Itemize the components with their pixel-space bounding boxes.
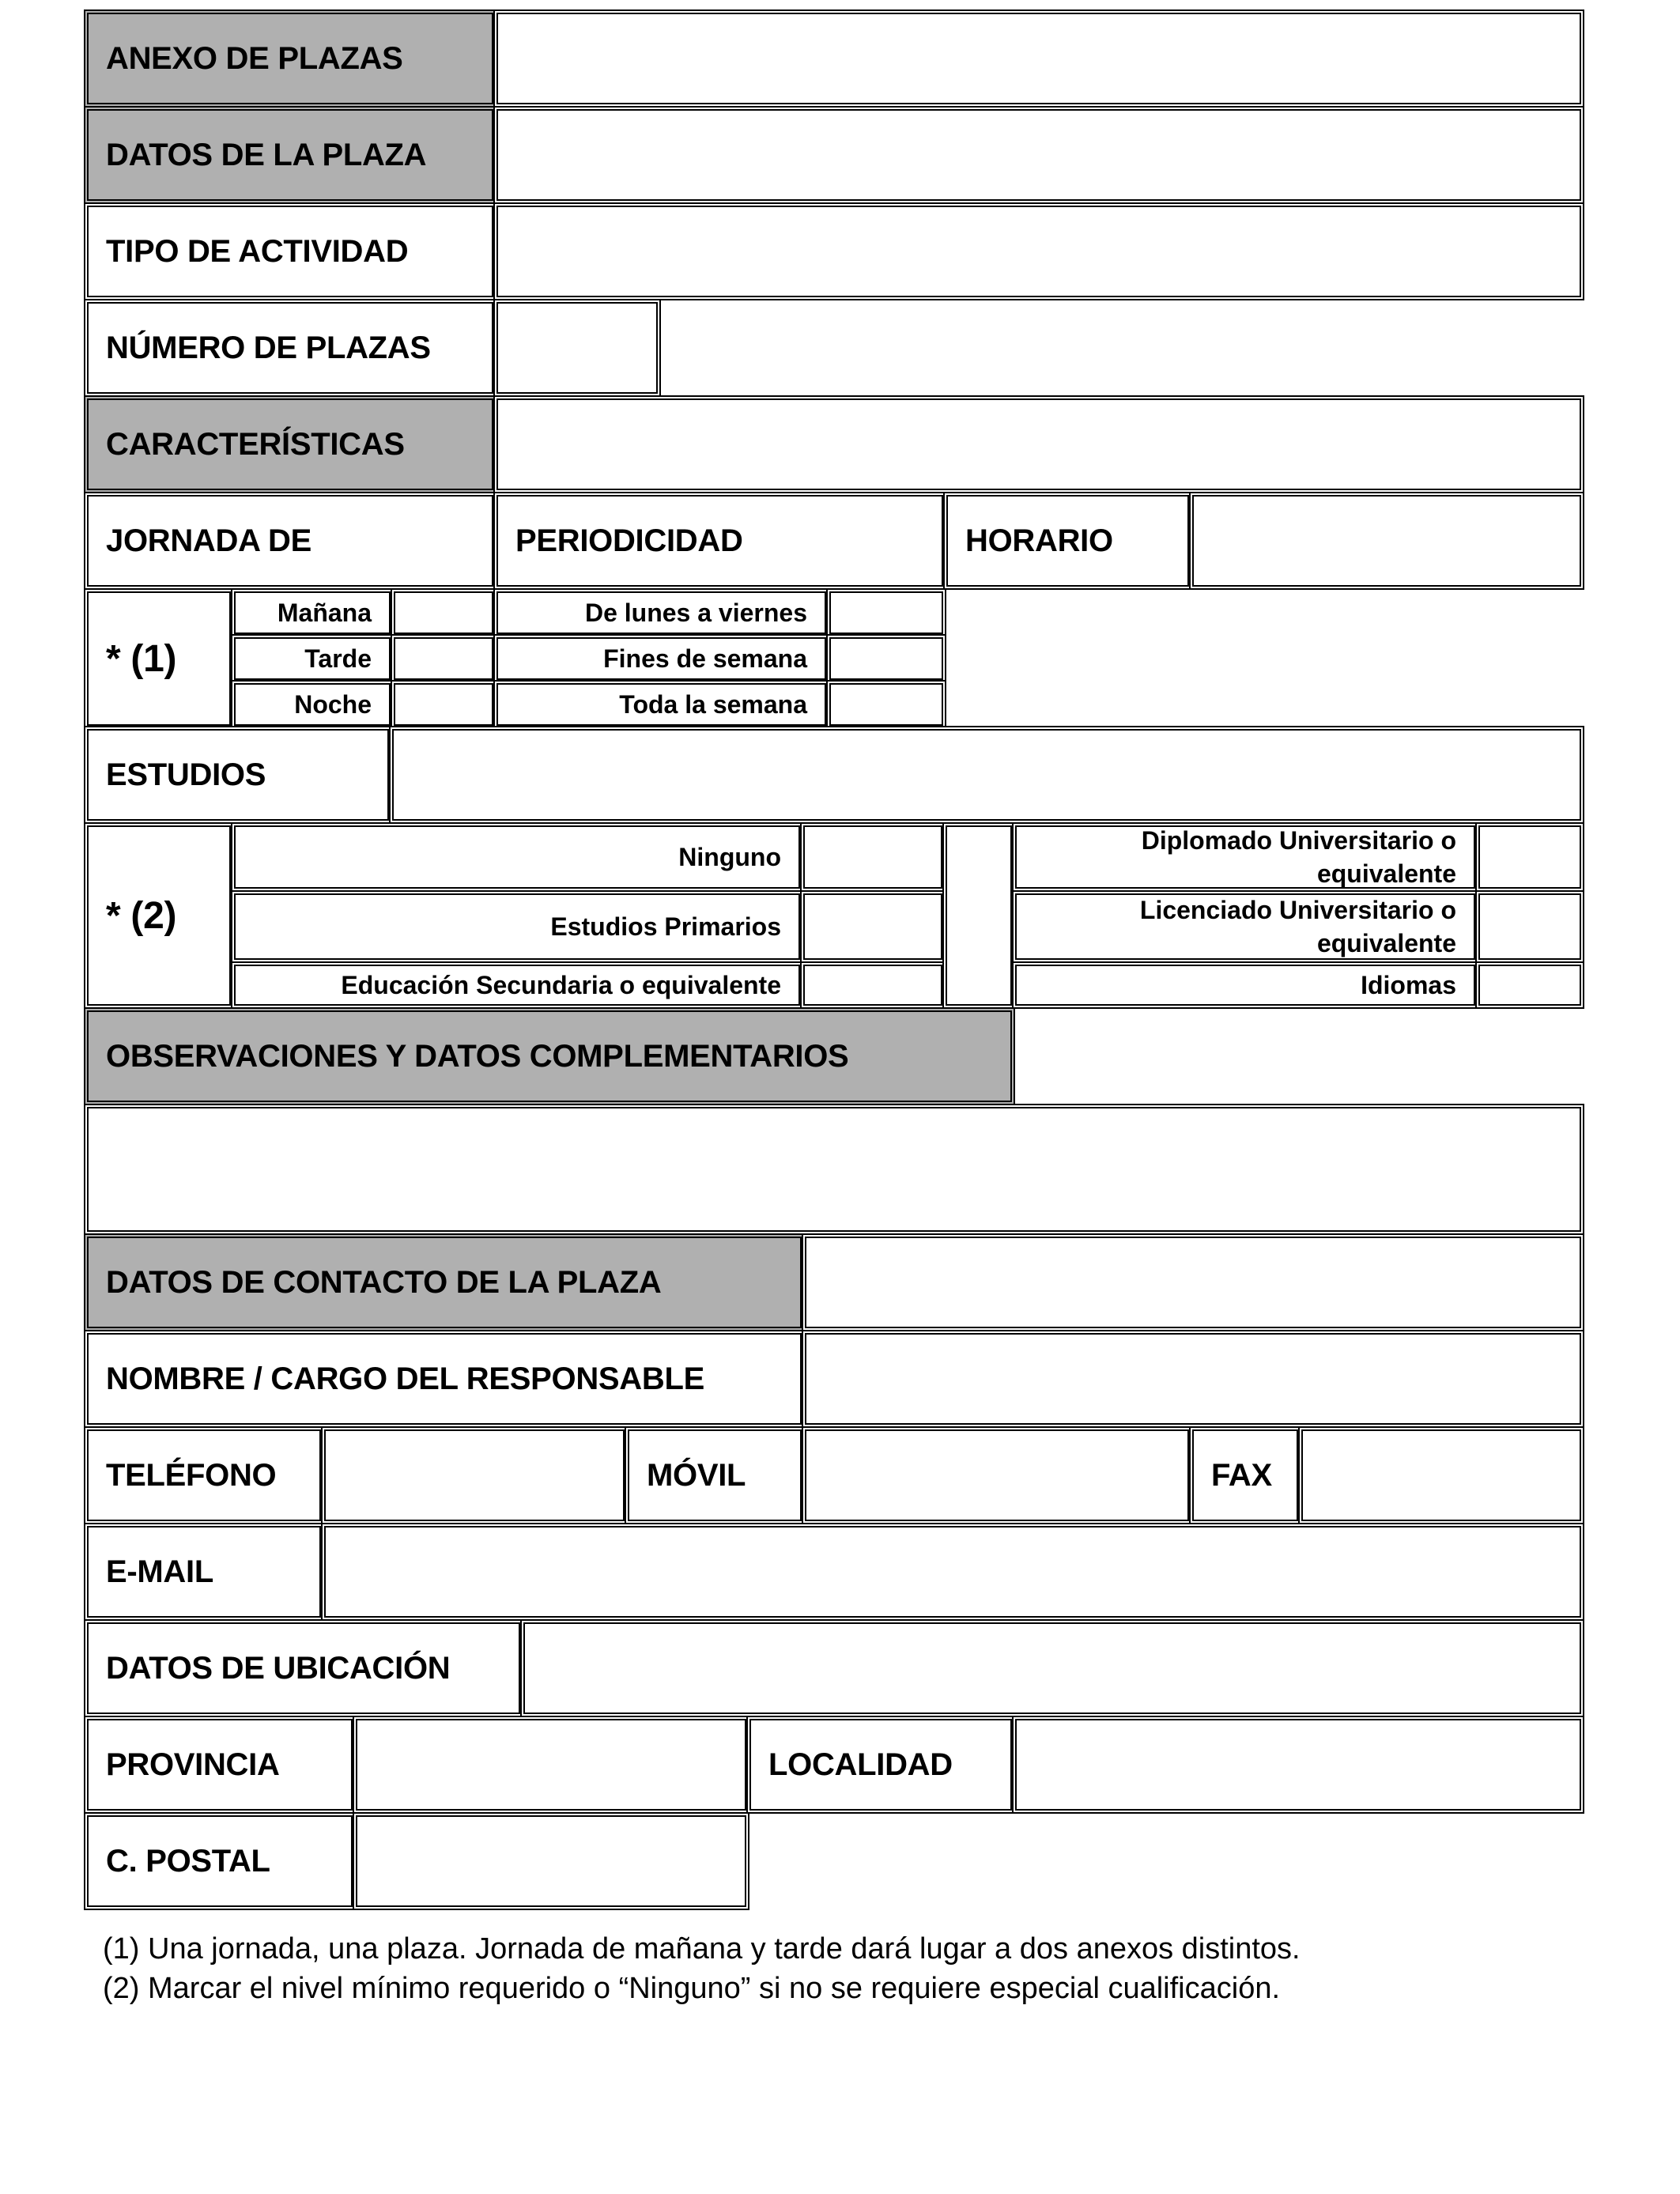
- movil-field[interactable]: [802, 1426, 1192, 1524]
- datos-ubicacion-label: DATOS DE UBICACIÓN: [84, 1619, 523, 1717]
- nivel-spacer-column: [942, 822, 1015, 1009]
- nombre-cargo-field[interactable]: [802, 1330, 1584, 1428]
- anexo-de-plazas-label: ANEXO DE PLAZAS: [84, 9, 496, 108]
- tipo-de-actividad-label: TIPO DE ACTIVIDAD: [84, 202, 496, 300]
- jornada-tarde-label: Tarde: [231, 634, 394, 683]
- nivel-primarios-label: Estudios Primarios: [231, 890, 803, 963]
- anexo-de-plazas-field[interactable]: [493, 9, 1584, 108]
- estudios-field[interactable]: [389, 726, 1584, 824]
- provincia-field[interactable]: [353, 1716, 749, 1814]
- estudios-label: ESTUDIOS: [84, 726, 392, 824]
- movil-label: MÓVIL: [625, 1426, 805, 1524]
- periodicidad-label: PERIODICIDAD: [493, 492, 946, 590]
- nivel-idiomas-label: Idiomas: [1012, 961, 1478, 1009]
- telefono-label: TELÉFONO: [84, 1426, 324, 1524]
- email-field[interactable]: [321, 1523, 1584, 1621]
- email-label: E-MAIL: [84, 1523, 324, 1621]
- nivel-licenciado-checkbox[interactable]: [1475, 890, 1584, 963]
- localidad-label: LOCALIDAD: [746, 1716, 1015, 1814]
- footnotes: [103, 1929, 1301, 2008]
- jornada-noche-label: Noche: [231, 680, 394, 729]
- nivel-ninguno-checkbox[interactable]: [800, 822, 946, 892]
- nivel-diplomado-line2: equivalente: [1316, 859, 1456, 888]
- numero-de-plazas-label: NÚMERO DE PLAZAS: [84, 299, 496, 397]
- codigo-postal-label: C. POSTAL: [84, 1812, 356, 1910]
- horario-label: HORARIO: [943, 492, 1192, 590]
- observaciones-label: OBSERVACIONES Y DATOS COMPLEMENTARIOS: [84, 1007, 1015, 1105]
- note-mark-2: * (2): [84, 822, 234, 1009]
- datos-de-la-plaza-field[interactable]: [493, 106, 1584, 204]
- tipo-de-actividad-field[interactable]: [493, 202, 1584, 300]
- jornada-tarde-checkbox[interactable]: [391, 634, 496, 683]
- nivel-secundaria-label: Educación Secundaria o equivalente: [231, 961, 803, 1009]
- caracteristicas-label: CARACTERÍSTICAS: [84, 395, 496, 493]
- datos-ubicacion-field[interactable]: [520, 1619, 1584, 1717]
- periodo-fines-semana-label: Fines de semana: [493, 634, 829, 683]
- nivel-idiomas-checkbox[interactable]: [1475, 961, 1584, 1009]
- periodo-toda-semana-label: Toda la semana: [493, 680, 829, 729]
- nivel-ninguno-label: Ninguno: [231, 822, 803, 892]
- periodo-toda-semana-checkbox[interactable]: [826, 680, 946, 729]
- datos-contacto-label: DATOS DE CONTACTO DE LA PLAZA: [84, 1233, 805, 1331]
- nivel-diplomado-line1: Diplomado Universitario o: [1141, 826, 1456, 855]
- nivel-licenciado-line1: Licenciado Universitario o: [1139, 896, 1456, 924]
- periodo-fines-semana-checkbox[interactable]: [826, 634, 946, 683]
- caracteristicas-field[interactable]: [493, 395, 1584, 493]
- jornada-manana-checkbox[interactable]: [391, 588, 496, 637]
- nombre-cargo-label: NOMBRE / CARGO DEL RESPONSABLE: [84, 1330, 805, 1428]
- periodo-lunes-viernes-label: De lunes a viernes: [493, 588, 829, 637]
- nivel-primarios-checkbox[interactable]: [800, 890, 946, 963]
- jornada-manana-label: Mañana: [231, 588, 394, 637]
- note-mark-1: * (1): [84, 588, 234, 729]
- footnote-1: (1) Una jornada, una plaza. Jornada de mañana y tarde dará lugar a dos anexos distintos.: [103, 1932, 1301, 1966]
- jornada-noche-checkbox[interactable]: [391, 680, 496, 729]
- nivel-licenciado-line2: equivalente: [1316, 929, 1456, 957]
- observaciones-field[interactable]: [84, 1104, 1584, 1235]
- nivel-licenciado-label: [1012, 890, 1478, 963]
- numero-de-plazas-field[interactable]: [493, 299, 661, 397]
- codigo-postal-field[interactable]: [353, 1812, 749, 1910]
- datos-contacto-field[interactable]: [802, 1233, 1584, 1331]
- jornada-de-label: JORNADA DE: [84, 492, 496, 590]
- datos-de-la-plaza-label: DATOS DE LA PLAZA: [84, 106, 496, 204]
- nivel-diplomado-label: [1012, 822, 1478, 892]
- fax-label: FAX: [1189, 1426, 1301, 1524]
- localidad-field[interactable]: [1012, 1716, 1584, 1814]
- provincia-label: PROVINCIA: [84, 1716, 356, 1814]
- footnote-2: (2) Marcar el nivel mínimo requerido o “Ninguno” si no se requiere especial cualificación.: [103, 1972, 1281, 2005]
- nivel-diplomado-checkbox[interactable]: [1475, 822, 1584, 892]
- nivel-secundaria-checkbox[interactable]: [800, 961, 946, 1009]
- periodo-lunes-viernes-checkbox[interactable]: [826, 588, 946, 637]
- telefono-field[interactable]: [321, 1426, 628, 1524]
- horario-field[interactable]: [1189, 492, 1584, 590]
- fax-field[interactable]: [1298, 1426, 1584, 1524]
